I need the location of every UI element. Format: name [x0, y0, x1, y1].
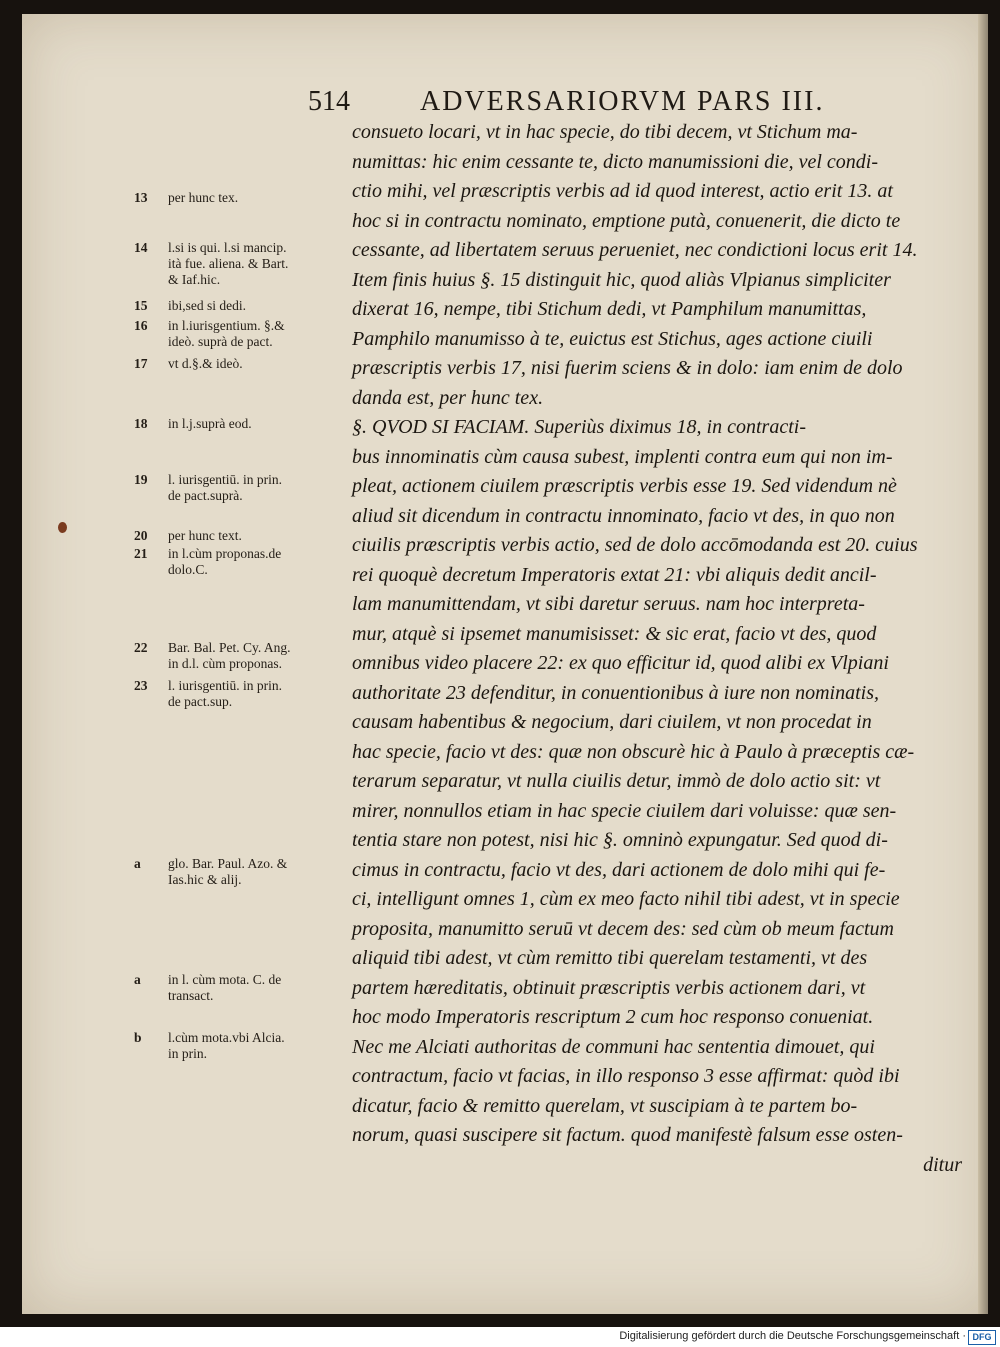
text-line: aliud sit dicendum in contractu innominato, facio vt des, in quo non [352, 504, 895, 527]
catchword: ditur [923, 1153, 962, 1176]
note-mark: 14 [134, 240, 148, 255]
text-line: §. QVOD SI FACIAM. Superiùs diximus 18, in contracti- [352, 416, 806, 438]
text-line: Nec me Alciati authoritas de communi hac sententia dimouet, qui [352, 1035, 875, 1058]
note-mark: 20 [134, 528, 148, 543]
note-text: per hunc text. [168, 528, 242, 543]
text-line: ciuilis præscriptis verbis actio, sed de dolo accōmodanda est 20. cuius [352, 534, 918, 556]
marginal-note [134, 972, 370, 1004]
text-line: hac specie, facio vt des: quæ non obscurè hic à Paulo à præceptis cæ- [352, 740, 915, 763]
text-line: mirer, nonnullos etiam in hac specie ciuilem dari voluisse: quæ sen- [352, 799, 897, 822]
note-mark: 18 [134, 416, 148, 431]
marginal-note [134, 356, 370, 372]
note-mark: 15 [134, 298, 148, 313]
marginal-note [134, 318, 370, 350]
text-line: ci, intelligunt omnes 1, cùm ex meo facto nihil tibi adest, vt in specie [352, 888, 900, 910]
note-text: in l.cùm proponas.de dolo.C. [168, 546, 282, 577]
text-line: hoc modo Imperatoris rescriptum 2 cum hoc responso conueniat. [352, 1006, 874, 1028]
marginal-note [134, 298, 370, 314]
note-text: Bar. Bal. Pet. Cy. Ang. in d.l. cùm proponas. [168, 640, 291, 671]
note-mark: 13 [134, 190, 148, 205]
funding-credit: Digitalisierung gefördert durch die Deutsche Forschungsgemeinschaft · [619, 1330, 966, 1342]
text-line: dixerat 16, nempe, tibi Stichum dedi, vt Pamphilum manumittas, [352, 298, 867, 320]
note-text: glo. Bar. Paul. Azo. & Ias.hic & alij. [168, 856, 288, 887]
marginal-note [134, 190, 370, 206]
note-text: l.cùm mota.vbi Alcia. in prin. [168, 1030, 285, 1061]
text-line: causam habentibus & negocium, dari ciuilem, vt non procedat in [352, 711, 872, 733]
text-line: lam manumittendam, vt sibi daretur seruus. nam hoc interpreta- [352, 593, 865, 615]
text-line: consueto locari, vt in hac specie, do tibi decem, vt Stichum ma- [352, 121, 858, 143]
book-page [22, 14, 988, 1314]
page-edge [978, 14, 988, 1314]
marginal-note [134, 546, 370, 578]
text-line: partem hæreditatis, obtinuit præscriptis verbis actionem dari, vt [352, 976, 866, 999]
note-mark: 21 [134, 546, 148, 561]
text-line: cessante, ad libertatem seruus perueniet, nec condictioni locus erit 14. [352, 239, 918, 261]
text-line: authoritate 23 defenditur, in conuentionibus à iure non nominatis, [352, 681, 880, 704]
note-mark: 19 [134, 472, 148, 487]
marginal-note [134, 640, 370, 672]
note-mark: 16 [134, 318, 148, 333]
text-line: norum, quasi suscipere sit factum. quod manifestè falsum esse osten- [352, 1124, 903, 1146]
text-line: tentia stare non potest, nisi hic §. omninò expungatur. Sed quod di- [352, 829, 888, 851]
note-text: per hunc tex. [168, 190, 239, 205]
note-mark: 22 [134, 640, 148, 655]
text-line: terarum separatur, vt nulla ciuilis detur, immò de dolo actio sit: vt [352, 770, 881, 792]
main-text-column [352, 118, 962, 1180]
text-line: Item finis huius §. 15 distinguit hic, quod aliàs Vlpianus simpliciter [352, 268, 891, 291]
marginal-note [134, 472, 370, 504]
footer [0, 1327, 1000, 1347]
note-text: in l.j.suprà eod. [168, 416, 252, 431]
note-text: l. iurisgentiū. in prin. de pact.sup. [168, 678, 282, 709]
page-title: ADVERSARIORVM PARS III. [420, 86, 825, 117]
text-line: ctio mihi, vel præscriptis verbis ad id quod interest, actio erit 13. at [352, 180, 893, 202]
text-line: bus innominatis cùm causa subest, implenti contra eum qui non im- [352, 445, 893, 468]
marginal-note [134, 678, 370, 710]
note-text: in l. cùm mota. C. de transact. [168, 972, 282, 1003]
note-text: vt d.§.& ideò. [168, 356, 243, 371]
note-mark: 17 [134, 356, 148, 371]
note-text: ibi,sed si dedi. [168, 298, 246, 313]
text-line: danda est, per hunc tex. [352, 386, 544, 409]
text-line: mur, atquè si ipsemet manumisisset: & sic erat, facio vt des, quod [352, 622, 877, 645]
note-mark: a [134, 856, 141, 871]
dfg-logo: DFG [968, 1330, 996, 1345]
marginal-note [134, 856, 370, 888]
text-line: rei quoquè decretum Imperatoris extat 21: vbi aliquis dedit ancil- [352, 563, 877, 586]
text-line: Pamphilo manumisso à te, euictus est Stichus, ages actione ciuili [352, 327, 873, 350]
note-text: in l.iurisgentium. §.& ideò. suprà de pact. [168, 318, 285, 349]
marginal-note [134, 528, 370, 544]
page-number: 514 [308, 86, 350, 117]
note-text: l. iurisgentiū. in prin. de pact.suprà. [168, 472, 282, 503]
marginal-notes [22, 14, 362, 1314]
note-mark: a [134, 972, 141, 987]
note-text: l.si is qui. l.si mancip. ità fue. aliena. & Bart. & Iaf.hic. [168, 240, 289, 287]
text-line: dicatur, facio & remitto querelam, vt suscipiam à te partem bo- [352, 1094, 858, 1117]
text-line: præscriptis verbis 17, nisi fuerim sciens & in dolo: iam enim de dolo [352, 357, 903, 379]
text-line: contractum, facio vt facias, in illo responso 3 esse affirmat: quòd ibi [352, 1065, 900, 1087]
note-mark: 23 [134, 678, 148, 693]
marginal-note [134, 1030, 370, 1062]
text-line: numittas: hic enim cessante te, dicto manumissioni die, vel condi- [352, 150, 879, 173]
note-mark: b [134, 1030, 142, 1045]
text-line: aliquid tibi adest, vt cùm remitto tibi querelam testamenti, vt des [352, 947, 868, 969]
text-line: pleat, actionem ciuilem præscriptis verbis esse 19. Sed videndum nè [352, 475, 897, 497]
marginal-note [134, 416, 370, 432]
text-line: hoc si in contractu nominato, emptione putà, conuenerit, die dicto te [352, 209, 901, 232]
text-line: proposita, manumitto seruū vt decem des: sed cùm ob meum factum [352, 917, 894, 940]
marginal-note [134, 240, 370, 288]
text-line: cimus in contractu, facio vt des, dari actionem de dolo mihi qui fe- [352, 858, 886, 881]
text-line: omnibus video placere 22: ex quo efficitur id, quod alibi ex Vlpiani [352, 652, 889, 674]
